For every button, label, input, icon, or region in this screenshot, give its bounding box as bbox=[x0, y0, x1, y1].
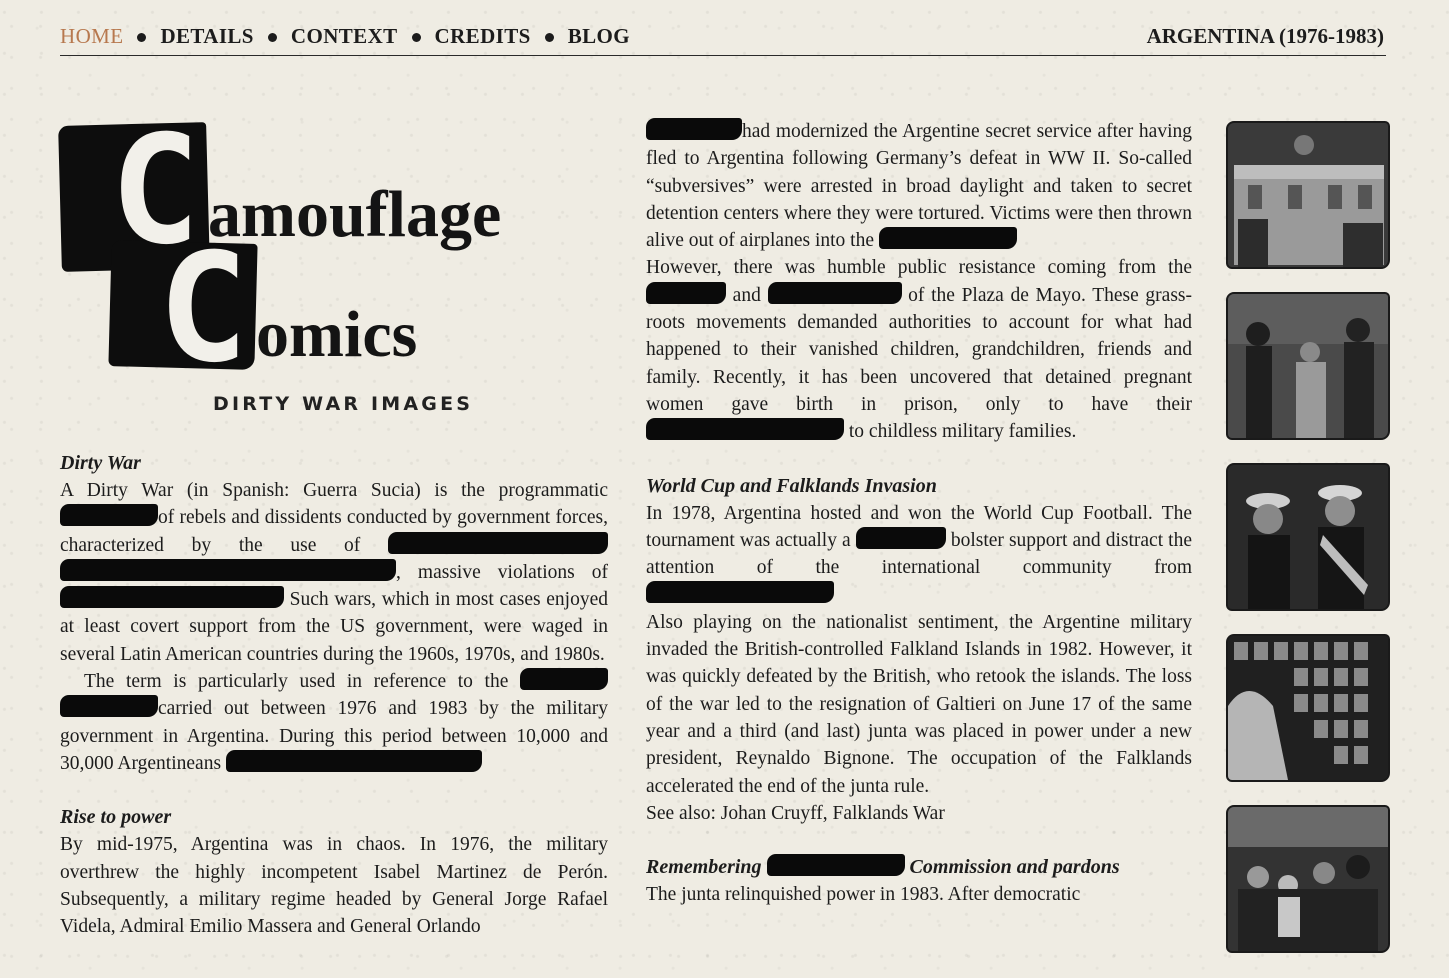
site-logo[interactable] bbox=[58, 104, 508, 396]
logo-word-camouflage: amouflage bbox=[208, 178, 502, 251]
stadium-photo-icon bbox=[1228, 807, 1388, 951]
region-label: ARGENTINA (1976-1983) bbox=[1146, 24, 1384, 48]
redaction-bar bbox=[646, 118, 742, 140]
redaction-bar bbox=[646, 418, 844, 440]
bullet-separator bbox=[412, 33, 421, 42]
bullet-separator bbox=[137, 33, 146, 42]
paragraph: By mid-1975, Argentina was in chaos. In 1976, the military overthrew the highly incompetent Isabel Martinez de Perón. Subsequently, a military regime headed by General Jorge Rafael Videla, Admiral Emilio Massera and General Orlando bbox=[60, 834, 608, 938]
officers-photo-icon bbox=[1228, 465, 1388, 609]
crowd-photo-icon bbox=[1228, 294, 1388, 438]
nav-blog-link[interactable]: BLOG bbox=[567, 24, 631, 48]
paragraph: A Dirty War (in Spanish: Guerra Sucia) is the programmatic of rebels and dissidents conducted by government forces, characterized by the use of , massive violations of Such wars, which in most cases enjoyed at least covert support from the US government, were waged in several Latin American countries during the 1960s, 1970s, and 1980s. bbox=[60, 480, 609, 665]
section-heading-world-cup: World Cup and Falklands Invasion bbox=[646, 474, 937, 497]
logo-tagline: DIRTY WAR IMAGES bbox=[213, 393, 474, 415]
section-heading-dirty-war: Dirty War bbox=[60, 452, 141, 474]
thumbnail-photo-wall[interactable] bbox=[1228, 636, 1388, 780]
redaction-bar bbox=[60, 559, 396, 581]
nav-details-link[interactable]: DETAILS bbox=[160, 24, 254, 48]
thumbnail-protest[interactable] bbox=[1228, 294, 1388, 438]
redaction-bar bbox=[226, 750, 482, 772]
redaction-bar bbox=[60, 586, 284, 608]
paragraph: In 1978, Argentina hosted and won the World Cup Football. The tournament was actually a bolster support and distract the attention of the international community from bbox=[646, 500, 1192, 609]
paragraph: The term is particularly used in reference to the carried out between 1976 and 1983 by the military government in Argentina. During this period between 10,000 and 30,000 Argentineans bbox=[60, 668, 608, 777]
redaction-bar bbox=[388, 532, 608, 554]
section-heading-rise-to-power: Rise to power bbox=[60, 806, 172, 829]
see-also-links[interactable]: See also: Johan Cruyff, Falklands War bbox=[646, 802, 945, 824]
redaction-bar bbox=[60, 504, 158, 526]
logo-word-comics: omics bbox=[256, 298, 418, 371]
thumbnail-stadium[interactable] bbox=[1228, 807, 1388, 951]
redaction-bar bbox=[60, 695, 158, 717]
photo-wall-icon bbox=[1228, 636, 1388, 780]
paragraph: had modernized the Argentine secret service after having fled to Argentina following Germany’s defeat in WW II. So-called “subversives” were arrested in broad daylight and taken to secret detention centers where they were tortured. Victims were then thrown alive out of airplanes into the bbox=[646, 118, 1192, 254]
paragraph: The junta relinquished power in 1983. After democratic bbox=[646, 884, 1081, 906]
logo-capital-c: C bbox=[110, 104, 201, 278]
redaction-bar bbox=[768, 282, 902, 304]
thumbnail-officers[interactable] bbox=[1228, 465, 1388, 609]
paragraph: However, there was humble public resistance coming from the and of the Plaza de Mayo. These grass-roots movements demanded authorities to account for what had happened to their vanished children, grandchildren, friends and family. Recently, it has been uncovered that detained pregnant women gave birth in prison, only to have their to childless military families. bbox=[646, 257, 1193, 443]
redaction-bar bbox=[646, 282, 726, 304]
right-article-column bbox=[646, 118, 1192, 908]
building-photo-icon bbox=[1228, 123, 1388, 267]
paragraph: Also playing on the nationalist sentiment, the Argentine military invaded the British-controlled Falkland Islands in 1982. However, it was quickly defeated by the British, who retook the islands. The loss of the war led to the resignation of Galtieri on June 17 of the same year and a third (and last) junta was placed in power under a new president, Reynaldo Bignone. The occupation of the Falklands accelerated the end of the junta rule. bbox=[646, 611, 1192, 797]
nav-home-link[interactable]: HOME bbox=[60, 24, 124, 48]
redaction-bar bbox=[879, 227, 1017, 249]
redaction-bar bbox=[856, 527, 946, 549]
redaction-bar bbox=[520, 668, 608, 690]
section-heading-remembering: Remembering Commission and pardons bbox=[646, 856, 1120, 879]
bullet-separator bbox=[545, 33, 554, 42]
redaction-bar bbox=[767, 854, 905, 876]
thumbnail-navy-school[interactable] bbox=[1228, 123, 1388, 267]
bullet-separator bbox=[268, 33, 277, 42]
nav-context-link[interactable]: CONTEXT bbox=[290, 24, 398, 48]
redaction-bar bbox=[646, 581, 834, 603]
nav-credits-link[interactable]: CREDITS bbox=[434, 24, 531, 48]
photo-thumbnail-strip bbox=[1228, 123, 1390, 978]
logo-capital-c: C bbox=[158, 222, 249, 396]
top-navigation bbox=[60, 24, 1386, 56]
left-article-column bbox=[60, 450, 608, 940]
